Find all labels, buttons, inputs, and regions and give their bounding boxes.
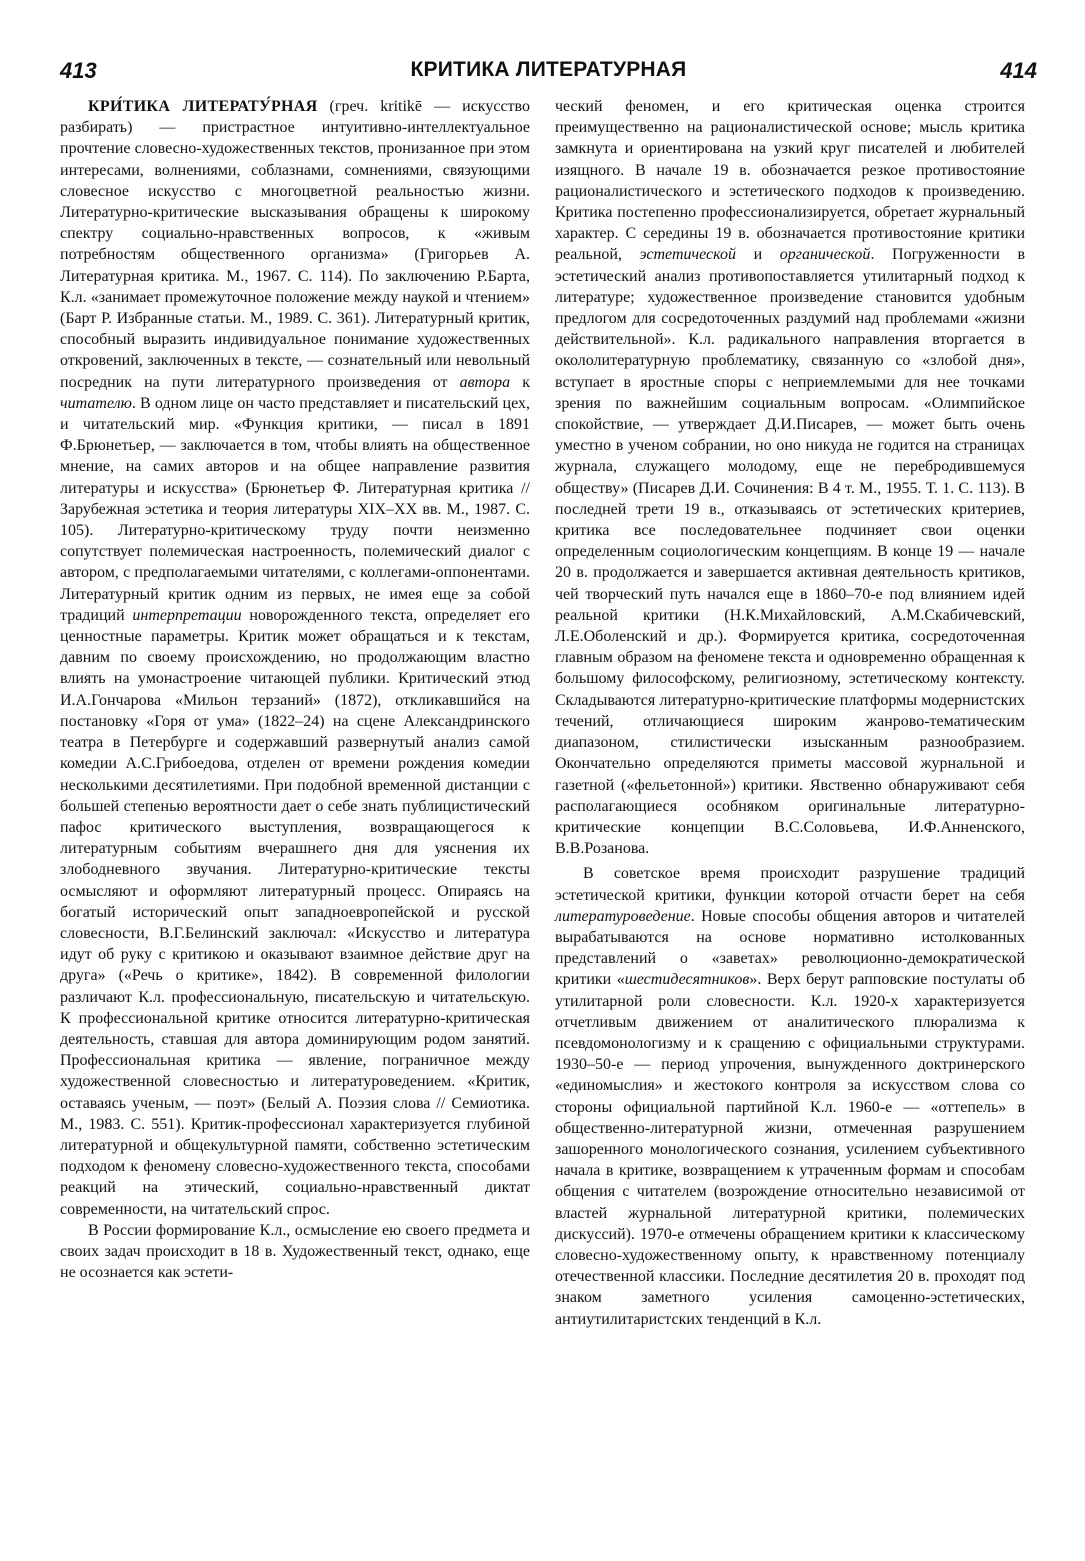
paragraph — [60, 96, 530, 1220]
text-run: . Погруженности в эстетический анализ противопоставляется утилитарный подход к литературе; художественное произведение становится удобным предлогом для сосредоточенных раздумий над проблемами «жизни действительной». К.л. радикального направления вторгается в окололитературную проблематику, связанную со «злобой дня», вступает в яростные споры с неприемлемыми для нее точками зрения по важнейшим социальным вопросам. «Олимпийское спокойствие, — утверждает Д.И.Писарев, — может быть очень уместно в ученом собрании, но оно никуда не годится на страницах журнала, служащего молодому, еще не перебродившемуся обществу» (Писарев Д.И. Сочинения: В 4 т. М., 1955. Т. 1. С. 113). В последней трети 19 в., отказываясь от эстетических критериев, критика все последовательнее подчиняет свои оценки определенным социологическим концепциям. В конце 19 — начале 20 в. продолжается и завершается активная деятельность критиков, чей творческий путь начался еще в 1860–70-е под влиянием идей реальной критики (Н.К.Михайловский, А.М.Скабичевский, Л.Е.Оболенский и др.). Формируется критика, сосредоточенная главным образом на феномене текста и одновременно обращенная к большому философскому, религиозному, эстетическому контексту. Складываются литературно-критические платформы модернистских течений, отличающиеся широким жанрово-тематическим диапазоном, стилистически изысканным разнообразием. Окончательно определяются приметы массовой журнальной и газетной («фельетонной») критики. Явственно обнаруживают себя располагающиеся особняком оригинальные литературно-критические концепции В.С.Соловьева, И.Ф.Анненского, В.В.Розанова. — [555, 246, 1025, 858]
cross-reference: интерпретации — [132, 606, 242, 624]
cross-reference: эстетической — [639, 246, 736, 264]
text-run: и — [736, 246, 780, 264]
text-run: к — [510, 373, 530, 391]
paragraph — [555, 863, 1025, 1329]
page-number-right: 414 — [1000, 58, 1037, 83]
text-run: новорожденного текста, определяет его ценностные параметры. Критик может обращаться и к текстам, давним по своему происхождению, но продолжающим властно влиять на умонастроение читающей публики. Критический этюд И.А.Гончарова «Мильон терзаний» (1872), откликавшийся на постановку «Горя от ума» (1822–24) на сцене Александринского театра в Петербурге и содержавший развернутый анализ самой комедии А.С.Грибоедова, отделен от времени рождения комедии несколькими десятилетиями. При подобной временной дистанции с большей степенью вероятности дает о себе знать публицистический пафос критического выступления, возвращающегося к литературным событиям вчерашнего дня для уяснения их злободневного звучания. Литературно-критические тексты осмысляют и оформляют литературный процесс. Опираясь на богатый исторический опыт западноевропейской и русской словесности, В.Г.Белинский заключал: «Искусство и литература идут об руку с критикою и оказывают взаимное действие друг на друга» («Речь о критике», 1842). В современной филологии различают К.л. профессиональную, писательскую и читательскую. К профессиональной критике относится литературно-критическая деятельность, ставшая для автора доминирующим родом занятий. Профессиональная критика — явление, пограничное между художественной словесностью и литературоведением. «Критик, оставаясь ученым, — поэт» (Белый А. Поэзия слова // Семиотика. М., 1983. С. 551). Критик-профессионал характеризуется глубиной литературной и общекультурной памяти, собственно эстетическим подходом к феномену словесно-художественного текста, способами реакций на этический, социально-нравственный диктат современности, на читательский спрос. — [60, 606, 530, 1218]
running-title: КРИТИКА ЛИТЕРАТУРНАЯ — [410, 58, 687, 81]
cross-reference: автора — [459, 373, 511, 391]
cross-reference: шестидесятников — [624, 971, 750, 989]
text-run: В советское время происходит разрушение традиций эстетической критики, функции которой отчасти берет на себя — [555, 865, 1025, 904]
paragraph — [555, 96, 1025, 859]
text-run: . Новые способы общения авторов и читателей вырабатываются на основе нормативно истолкованных представлений о «заветах» революционно-демократической критики « — [555, 907, 1025, 989]
text-run: (греч. kritikē — искусство разбирать) — пристрастное интуитивно-интеллектуальное прочтение словесно-художественных текстов, пронизанное при этом интересами, волнениями, соблазнами, сомнениями, связующими словесное искусство с многоцветной реальностью жизни. Литературно-критические высказывания обращены к широкому спектру социально-нравственных вопросов, к «живым потребностям общественного организма» (Григорьев А. Литературная критика. М., 1967. С. 114). По заключению Р.Барта, К.л. «занимает промежуточное положение между наукой и чтением» (Барт Р. Избранные статьи. М., 1989. С. 361). Литературный критик, способный выразить индивидуальное понимание художественных откровений, заключенных в тексте, — сознательный или невольный посредник на пути литературного произведения от — [60, 98, 530, 391]
right-column — [555, 96, 1025, 1330]
cross-reference: литературоведение — [555, 907, 691, 925]
paragraph: В России формирование К.л., осмысление ею своего предмета и своих задач происходит в 18 в. Художественный текст, однако, еще не осознается как эстети- — [60, 1221, 530, 1282]
page-header — [60, 58, 1037, 88]
cross-reference: читателю — [60, 394, 132, 412]
page-number-left: 413 — [60, 58, 97, 83]
cross-reference: органической — [779, 246, 871, 264]
text-run: . В одном лице он часто представляет и писательский цех, и читательский мир. «Функция критики, — писал в 1891 Ф.Брюнетьер, — заключается в том, чтобы влиять на общественное мнение, на самих авторов и на общее направление развития литературы и искусства» (Брюнетьер Ф. Литературная критика // Зарубежная эстетика и теория литературы XIX–XX вв. М., 1987. С. 105). Литературно-критическому труду почти неизменно сопутствует полемическая настроенность, полемический диалог с автором, с предполагаемыми читателями, с коллегами-оппонентами. Литературный критик одним из первых, не имея еще за собой традиций — [60, 394, 530, 624]
left-column — [60, 96, 530, 1283]
text-run: ческий феномен, и его критическая оценка строится преимущественно на рационалистической основе; мысль критика замкнута и ориентирована на узкий круг писателей и любителей изящного. В начале 19 в. обозначается резкое противостояние рационалистического и эстетического подходов к произведению. Критика постепенно профессионализируется, обретает журнальный характер. С середины 19 в. обозначается противостояние критики реальной, — [555, 98, 1025, 264]
entry-term: КРИ́ТИКА ЛИТЕРАТУ́РНАЯ — [88, 98, 318, 115]
text-run: ». Верх берут рапповские постулаты об утилитарной роли словесности. К.л. 1920-х характеризуется отчетливым движением от аналитического плюрализма к псевдомонологизму и к сращению с официальными структурами. 1930–50-е — период упрочения, вынужденного доктринерского «единомыслия» и жестокого контроля за искусством слова со стороны официальной партийной К.л. 1960-е — «оттепель» в общественно-литературной жизни, отмеченная разрушением зашоренного монологического сознания, усилением субъективного начала в критике, возвращением к утраченным формам и способам общения с читателем (возрождение относительно независимой от властей журнальной литературной критики, полемических дискуссий). 1970-е отмечены обращением критики к классическому словесно-художественному опыту, к нравственному потенциалу отечественной классики. Последние десятилетия 20 в. проходят под знаком заметного усиления самоценно-эстетических, антиутилитаристских тенденций в К.л. — [555, 971, 1025, 1328]
